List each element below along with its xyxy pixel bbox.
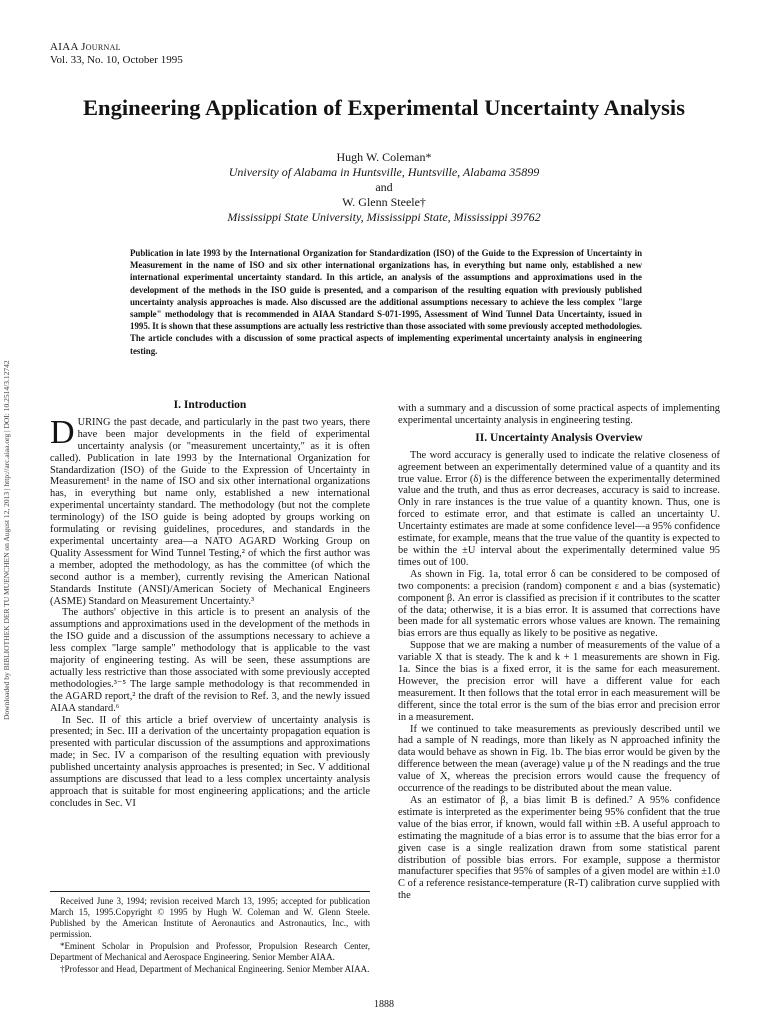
affiliation-2: Mississippi State University, Mississippi State, Mississippi 39762 (227, 210, 541, 224)
drop-cap: D (50, 413, 75, 451)
intro-paragraph-2: The authors' objective in this article is to present an analysis of the assumptions and approximations used in the development of the methods in the ISO guide and a discussion of the assumptions necessary to achieve a less complex "large sample" methodology that is applicable to the vast majority of engineering testing. As will be seen, these assumptions are actually less restrictive than those associated with some previously accepted methodologies.³⁻⁵ The large sample methodology is that recommended in the AGARD report,² the draft of the revision to Ref. 3, and the newly issued AIAA standard.⁶ (50, 607, 370, 714)
download-side-note (2, 300, 12, 720)
abstract: Publication in late 1993 by the International Organization for Standardization (ISO) of the Guide to the Expression of Uncertainty in Measurement in the name of ISO and six other international organizations has, in everything but name only, established a new international experimental uncertainty standard. In this article, an analysis of the assumptions and approximations used in the development of the methods in the ISO guide is presented, and a comparison of the resulting equation with previously published uncertainty analysis approaches is made. Also discussed are the additional assumptions necessary to achieve the less complex "large sample" methodology that is recommended in AIAA Standard S-071-1995, Assessment of Wind Tunnel Data Uncertainty, issued in 1995. It is shown that these assumptions are actually less restrictive than those associated with some previously accepted methodologies. The article concludes with a discussion of some practical aspects of implementing experimental uncertainty analysis in engineering testing. (130, 248, 642, 356)
footnote-author-2: †Professor and Head, Department of Mechanical Engineering. Senior Member AIAA. (60, 964, 370, 974)
journal-volume: Vol. 33, No. 10, October 1995 (50, 54, 183, 66)
overview-paragraph-3: Suppose that we are making a number of measurements of the value of a variable X that is steady. The k and k + 1 measurements are shown in Fig. 1a. Since the bias is a fixed error, it is the same for each measurement. However, the precision error will have a different value for each measurement. It then follows that the total error in each measurement will be different, since the total error is the sum of the bias error and precision error in a measurement. (398, 640, 720, 723)
left-column (50, 400, 370, 810)
intro-paragraph-3: In Sec. II of this article a brief overview of uncertainty analysis is presented; in Sec. III a derivation of the uncertainty propagation equation is presented with particular discussion of the assumptions and approximations made; in Sec. IV a comparison of the resulting equation with previously published uncertainty analysis approaches is presented; in Sec. V additional assumptions are discussed that lead to a less complex uncertainty analysis approach that is suitable for most engineering applications; and the article concludes in Sec. VI (50, 714, 370, 809)
overview-paragraph-5: As an estimator of β, a bias limit B is defined.⁷ A 95% confidence estimate is interpreted as the experimenter being 95% confident that the true value of the bias error, if known, would fall within ±B. A useful approach to estimating the magnitude of a bias error is to assume that the bias error for a given case is a single realization drawn from some statistical parent distribution of possible bias errors. For example, suppose a thermistor manufacturer specifies that 95% of samples of a given model are within ±1.0 C of a reference resistance-temperature (R-T) calibration curve supplied with the (398, 795, 720, 902)
paper-title: Engineering Application of Experimental Uncertainty Analysis (83, 95, 685, 120)
section-heading-overview: II. Uncertainty Analysis Overview (475, 431, 643, 444)
overview-paragraph-1: The word accuracy is generally used to indicate the relative closeness of agreement between an experimentally determined value of a quantity and its true value. Error (δ) is the difference between the experimentally determined value and the truth, and thus as error decreases, accuracy is said to increase. Only in rare instances is the true value of a quantity known. Thus, one is forced to estimate error, and that estimate is called an uncertainty U. Uncertainty estimates are made at some confidence level—a 95% confidence estimate, for example, means that the true value of the quantity is expected to be within the ±U interval about the experimentally determined value 95 times out of 100. (398, 449, 720, 568)
intro-paragraph-1 (50, 413, 370, 608)
journal-header (50, 41, 183, 67)
author-conjunction: and (375, 180, 393, 194)
author-1: Hugh W. Coleman* (336, 150, 432, 164)
intro-continuation: with a summary and a discussion of some practical aspects of implementing experimental uncertainty analysis in engineering testing. (398, 403, 720, 426)
author-block (100, 150, 668, 225)
journal-name: AIAA Journal (50, 41, 121, 53)
overview-paragraph-2: As shown in Fig. 1a, total error δ can be considered to be composed of two components: a precision (random) component ε and a bias (systematic) component β. An error is classified as precision if it contributes to the scatter of the data; otherwise, it is a bias error. It is assumed that corrections have been made for all systematic errors whose values are known. The remaining bias errors are thus equally as likely to be positive as negative. (398, 568, 720, 640)
section-heading-introduction: I. Introduction (173, 399, 247, 411)
page-number: 1888 (374, 999, 394, 1010)
footnote-author-1: *Eminent Scholar in Propulsion and Professor, Propulsion Research Center, Department of Mechanical and Aerospace Engineering. Senior Member AIAA. (50, 941, 370, 962)
intro-paragraph-1-text: URING the past decade, and particularly in the past two years, there have been major developments in the field of experimental uncertainty analysis (or "measurement uncertainty," as it is often called). Publication in late 1993 by the International Organization for Standardization (ISO) of the Guide to the Expression of Uncertainty in Measurement¹ in the name of ISO and six other international organizations has, in everything but name only, established a new international experimental uncertainty standard. The methodology (but not the complete terminology) of the ISO guide is being adopted by groups working on formulating or revising guidelines, procedures, and standards in the experimental uncertainty area—a NATO AGARD Working Group on Quality Assessment for Wind Tunnel Testing,² of which the first author was a member, adopted the methodology, as has the committee (of which the second author is a member), currently revising the American National Standards Institute (ANSI)/American Society of Mechanical Engineers (ASME) Standard on Measurement Uncertainty.³ (50, 416, 370, 607)
author-2: W. Glenn Steele† (342, 195, 426, 209)
footnotes (50, 891, 370, 976)
affiliation-1: University of Alabama in Huntsville, Huntsville, Alabama 35899 (228, 165, 540, 179)
right-column (398, 403, 720, 902)
overview-paragraph-4: If we continued to take measurements as previously described until we had a sample of N readings, more than likely as N approached infinity the data would behave as shown in Fig. 1b. The bias error would be given by the difference between the mean (average) value μ of the N readings and the true value of X, whereas the precision errors would cause the frequency of occurrence of the readings to be distributed about the mean value. (398, 723, 720, 795)
download-side-note-text: Downloaded by BIBLIOTHEK DER TU MUENCHEN on August 12, 2013 | http://arc.aiaa.org | DOI: 10.2514/3.12742 (2, 360, 11, 720)
footnote-received: Received June 3, 1994; revision received March 13, 1995; accepted for publication March 15, 1995.Copyright © 1995 by Hugh W. Coleman and W. Glenn Steele. Published by the American Institute of Aeronautics and Astronautics, Inc., with permission. (50, 896, 370, 939)
